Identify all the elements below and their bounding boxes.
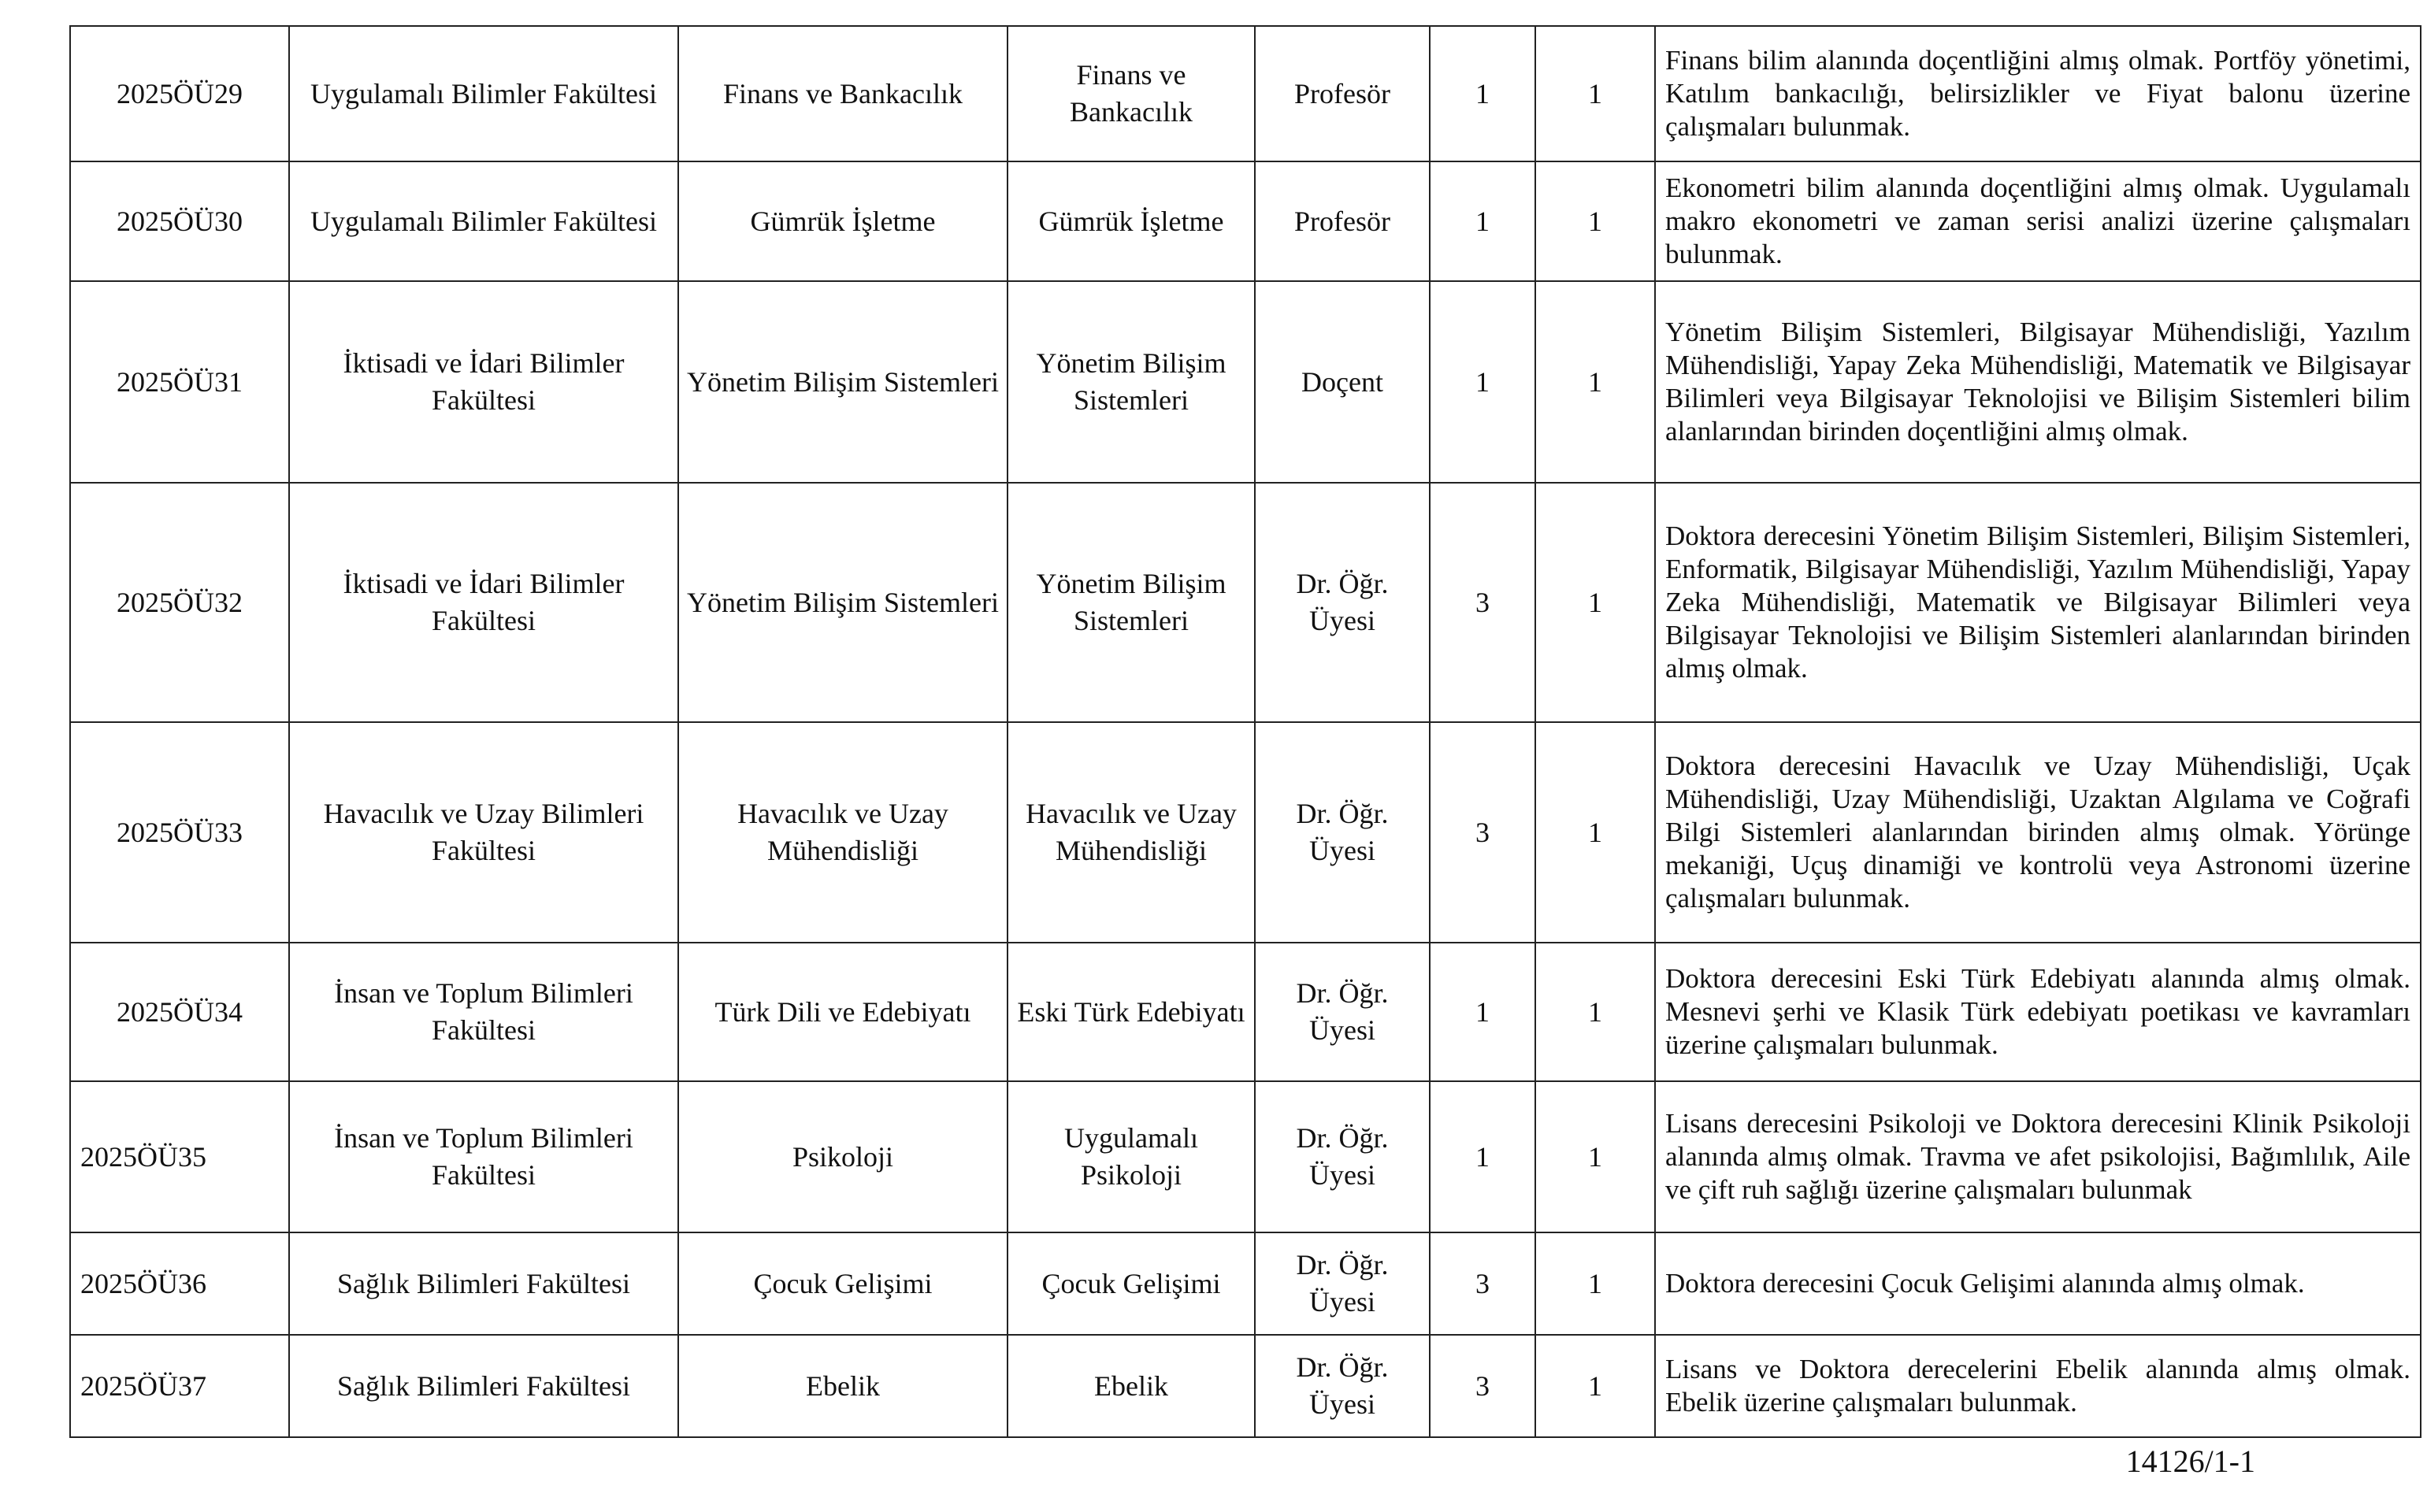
requirement-cell: Lisans derecesini Psikoloji ve Doktora derecesini Klinik Psikoloji alanında almış olmak. Travma ve afet psikolojisi, Bağımlılık, Aile ve çift ruh sağlığı üzerine çalışmaları bulunmak [1655,1081,2421,1232]
requirement-cell: Lisans ve Doktora derecelerini Ebelik alanında almış olmak. Ebelik üzerine çalışmaları bulunmak. [1655,1335,2421,1437]
count-cell: 3 [1430,1335,1535,1437]
position-code: 2025ÖÜ31 [70,281,289,483]
position-code: 2025ÖÜ30 [70,161,289,281]
requirement-cell: Finans bilim alanında doçentliğini almış olmak. Portföy yönetimi, Katılım bankacılığı, belirsizlikler ve Fiyat balonu üzerine çalışmaları bulunmak. [1655,26,2421,161]
program-cell: Yönetim Bilişim Sistemleri [1008,281,1255,483]
degree-cell: 1 [1535,26,1655,161]
requirement-cell: Doktora derecesini Çocuk Gelişimi alanında almış olmak. [1655,1232,2421,1335]
position-code: 2025ÖÜ32 [70,483,289,722]
program-cell: Uygulamalı Psikoloji [1008,1081,1255,1232]
count-cell: 1 [1430,26,1535,161]
requirement-cell: Ekonometri bilim alanında doçentliğini almış olmak. Uygulamalı makro ekonometri ve zaman serisi analizi üzerine çalışmaları bulunmak. [1655,161,2421,281]
count-cell: 1 [1430,281,1535,483]
degree-cell: 1 [1535,281,1655,483]
department-cell: Havacılık ve Uzay Mühendisliği [678,722,1008,943]
department-cell: Psikoloji [678,1081,1008,1232]
count-cell: 1 [1430,1081,1535,1232]
title-cell: Profesör [1255,26,1430,161]
table-row [70,483,2421,722]
count-cell: 3 [1430,1232,1535,1335]
faculty-cell: Havacılık ve Uzay Bilimleri Fakültesi [289,722,678,943]
faculty-cell: Uygulamalı Bilimler Fakültesi [289,26,678,161]
position-code: 2025ÖÜ36 [70,1232,289,1335]
table-row [70,1081,2421,1232]
program-cell: Havacılık ve Uzay Mühendisliği [1008,722,1255,943]
count-cell: 3 [1430,722,1535,943]
requirement-cell: Yönetim Bilişim Sistemleri, Bilgisayar Mühendisliği, Yazılım Mühendisliği, Yapay Zeka Mühendisliği, Matematik ve Bilgisayar Bilimleri veya Bilgisayar Teknolojisi ve Bilişim Sistemleri bilim alanlarından birinden doçentliğini almış olmak. [1655,281,2421,483]
department-cell: Çocuk Gelişimi [678,1232,1008,1335]
program-cell: Çocuk Gelişimi [1008,1232,1255,1335]
faculty-cell: Sağlık Bilimleri Fakültesi [289,1232,678,1335]
table-row [70,1232,2421,1335]
requirement-cell: Doktora derecesini Havacılık ve Uzay Mühendisliği, Uçak Mühendisliği, Uzay Mühendisliği, Uzaktan Algılama ve Coğrafi Bilgi Sistemleri alanlarından birinden almış olmak. Yörünge mekaniği, Uçuş dinamiği ve kontrolü veya Astronomi üzerine çalışmaları bulunmak. [1655,722,2421,943]
position-code: 2025ÖÜ33 [70,722,289,943]
faculty-cell: İktisadi ve İdari Bilimler Fakültesi [289,281,678,483]
table-row [70,722,2421,943]
title-cell: Profesör [1255,161,1430,281]
table-row [70,26,2421,161]
degree-cell: 1 [1535,943,1655,1081]
department-cell: Ebelik [678,1335,1008,1437]
table-row [70,943,2421,1081]
title-cell: Dr. Öğr. Üyesi [1255,943,1430,1081]
title-cell: Doçent [1255,281,1430,483]
department-cell: Yönetim Bilişim Sistemleri [678,281,1008,483]
degree-cell: 1 [1535,1232,1655,1335]
degree-cell: 1 [1535,1081,1655,1232]
faculty-cell: İnsan ve Toplum Bilimleri Fakültesi [289,1081,678,1232]
program-cell: Yönetim Bilişim Sistemleri [1008,483,1255,722]
count-cell: 3 [1430,483,1535,722]
requirement-cell: Doktora derecesini Yönetim Bilişim Sistemleri, Bilişim Sistemleri, Enformatik, Bilgisayar Mühendisliği, Yazılım Mühendisliği, Yapay Zeka Mühendisliği, Matematik ve Bilgisayar Bilimleri veya Bilgisayar Teknolojisi ve Bilişim Sistemleri alanlarından birinden almış olmak. [1655,483,2421,722]
count-cell: 1 [1430,943,1535,1081]
position-code: 2025ÖÜ34 [70,943,289,1081]
title-cell: Dr. Öğr. Üyesi [1255,722,1430,943]
title-cell: Dr. Öğr. Üyesi [1255,1232,1430,1335]
department-cell: Yönetim Bilişim Sistemleri [678,483,1008,722]
table-row [70,161,2421,281]
title-cell: Dr. Öğr. Üyesi [1255,483,1430,722]
degree-cell: 1 [1535,1335,1655,1437]
faculty-cell: İnsan ve Toplum Bilimleri Fakültesi [289,943,678,1081]
table-row [70,1335,2421,1437]
faculty-cell: Uygulamalı Bilimler Fakültesi [289,161,678,281]
position-code: 2025ÖÜ35 [70,1081,289,1232]
department-cell: Gümrük İşletme [678,161,1008,281]
table-row [70,281,2421,483]
document-reference-number: 14126/1-1 [2125,1443,2255,1479]
faculty-cell: Sağlık Bilimleri Fakültesi [289,1335,678,1437]
position-code: 2025ÖÜ37 [70,1335,289,1437]
program-cell: Ebelik [1008,1335,1255,1437]
requirement-cell: Doktora derecesini Eski Türk Edebiyatı alanında almış olmak. Mesnevi şerhi ve Klasik Türk edebiyatı poetikası ve kavramları üzerine çalışmaları bulunmak. [1655,943,2421,1081]
department-cell: Türk Dili ve Edebiyatı [678,943,1008,1081]
title-cell: Dr. Öğr. Üyesi [1255,1081,1430,1232]
program-cell: Gümrük İşletme [1008,161,1255,281]
position-code: 2025ÖÜ29 [70,26,289,161]
positions-table [69,25,2421,1438]
faculty-cell: İktisadi ve İdari Bilimler Fakültesi [289,483,678,722]
degree-cell: 1 [1535,161,1655,281]
program-cell: Eski Türk Edebiyatı [1008,943,1255,1081]
degree-cell: 1 [1535,722,1655,943]
degree-cell: 1 [1535,483,1655,722]
department-cell: Finans ve Bankacılık [678,26,1008,161]
count-cell: 1 [1430,161,1535,281]
program-cell: Finans ve Bankacılık [1008,26,1255,161]
title-cell: Dr. Öğr. Üyesi [1255,1335,1430,1437]
